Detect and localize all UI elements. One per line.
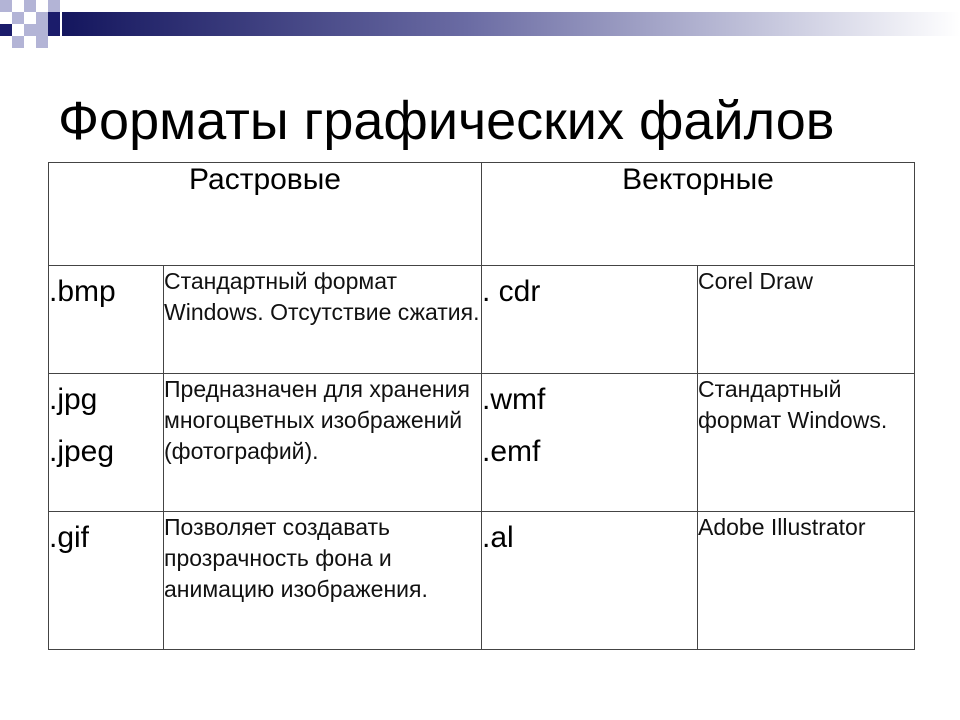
raster-desc: Предназначен для хранения многоцветных изображений (фотографий).: [164, 374, 482, 512]
deco-square: [12, 12, 24, 24]
raster-ext: .gif: [49, 521, 90, 554]
slide-title: Форматы графических файлов: [58, 91, 835, 151]
vector-ext-cell: [482, 512, 698, 650]
vector-desc: Adobe Illustrator: [698, 512, 915, 650]
raster-ext: .jpg: [49, 383, 98, 416]
deco-square: [0, 0, 12, 12]
raster-ext-cell: [49, 512, 164, 650]
deco-square: [24, 0, 36, 12]
vector-ext-cell: [482, 374, 698, 512]
raster-ext-cell: [49, 374, 164, 512]
vector-desc: Corel Draw: [698, 266, 915, 374]
vector-ext: .emf: [482, 435, 541, 468]
table-row: [49, 266, 915, 374]
deco-square: [36, 36, 48, 48]
raster-ext-cell: [49, 266, 164, 374]
vector-ext: .wmf: [482, 383, 546, 416]
raster-ext: .bmp: [49, 275, 116, 308]
deco-square: [24, 24, 48, 36]
table-row: [49, 374, 915, 512]
raster-desc: Позволяет создавать прозрачность фона и анимацию изображения.: [164, 512, 482, 650]
header-raster: Растровые: [49, 163, 482, 266]
deco-square: [36, 12, 48, 24]
decorative-header: [0, 0, 960, 60]
vector-desc: Стандартный формат Windows.: [698, 374, 915, 512]
vector-ext-cell: [482, 266, 698, 374]
deco-square: [0, 24, 12, 36]
formats-table: [48, 162, 915, 650]
table-header-row: [49, 163, 915, 266]
header-vector: Векторные: [482, 163, 915, 266]
raster-ext: .jpeg: [49, 435, 115, 468]
vector-ext: . cdr: [482, 275, 541, 308]
vector-ext: .al: [482, 521, 514, 554]
raster-desc: Стандартный формат Windows. Отсутствие сжатия.: [164, 266, 482, 374]
table-row: [49, 512, 915, 650]
deco-square: [48, 0, 60, 12]
deco-square: [48, 12, 60, 36]
deco-square: [12, 36, 24, 48]
gradient-bar: [62, 12, 960, 36]
